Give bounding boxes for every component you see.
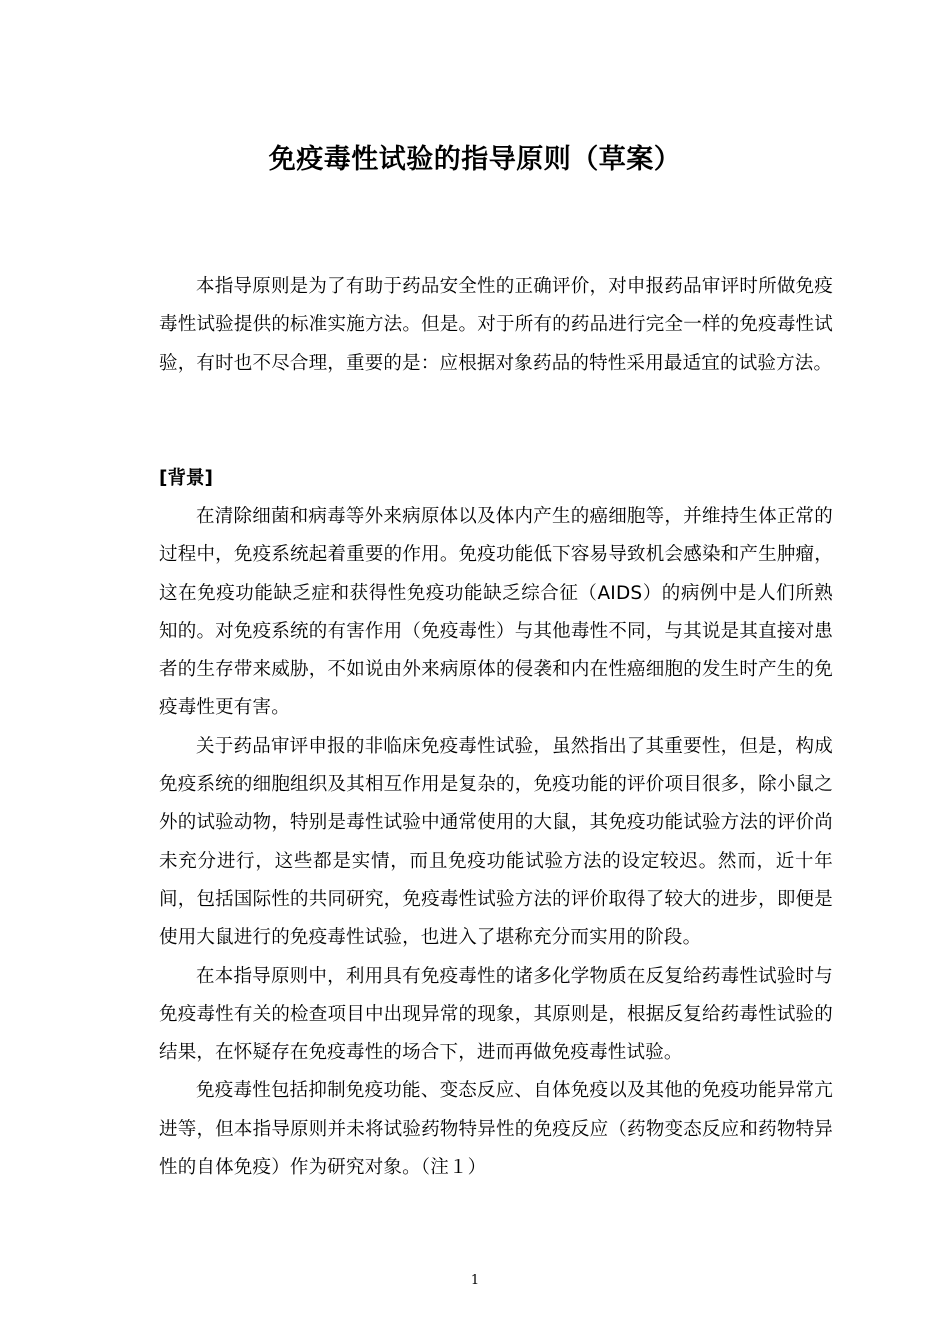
background-paragraph: 在清除细菌和病毒等外来病原体以及体内产生的癌细胞等，并维持生体正常的过程中，免疫系统起着重要的作用。免疫功能低下容易导致机会感染和产生肿瘤，这在免疫功能缺乏症和获得性免疫功能缺乏综合征（AIDS）的病例中是人们所熟知的。对免疫系统的有害作用（免疫毒性）与其他毒性不同，与其说是其直接对患者的生存带来威胁，不如说由外来病原体的侵袭和内在性癌细胞的发生时产生的免疫毒性更有害。 <box>159 506 833 719</box>
background-paragraph: 在本指导原则中，利用具有免疫毒性的诸多化学物质在反复给药毒性试验时与免疫毒性有关的检查项目中出现异常的现象，其原则是，根据反复给药毒性试验的结果，在怀疑存在免疫毒性的场合下，进而再做免疫毒性试验。 <box>159 965 833 1064</box>
document-title: 免疫毒性试验的指导原则（草案） <box>268 144 682 175</box>
section-heading-background: [背景] <box>159 468 213 489</box>
background-paragraph: 免疫毒性包括抑制免疫功能、变态反应、自体免疫以及其他的免疫功能异常亢进等，但本指导原则并未将试验药物特异性的免疫反应（药物变态反应和药物特异性的自体免疫）作为研究对象。（注１） <box>159 1080 833 1179</box>
background-paragraph: 关于药品审评申报的非临床免疫毒性试验，虽然指出了其重要性，但是，构成免疫系统的细胞组织及其相互作用是复杂的，免疫功能的评价项目很多，除小鼠之外的试验动物，特别是毒性试验中通常使用的大鼠，其免疫功能试验方法的评价尚未充分进行，这些都是实情，而且免疫功能试验方法的设定较迟。然而，近十年间，包括国际性的共同研究，免疫毒性试验方法的评价取得了较大的进步，即便是使用大鼠进行的免疫毒性试验，也进入了堪称充分而实用的阶段。 <box>159 735 833 949</box>
intro-paragraph: 本指导原则是为了有助于药品安全性的正确评价，对申报药品审评时所做免疫毒性试验提供的标准实施方法。但是。对于所有的药品进行完全一样的免疫毒性试验，有时也不尽合理，重要的是：应根据对象药品的特性采用最适宜的试验方法。 <box>159 276 833 374</box>
intro-section <box>159 268 833 383</box>
background-section <box>159 498 833 1187</box>
page-number: 1 <box>470 1273 480 1288</box>
